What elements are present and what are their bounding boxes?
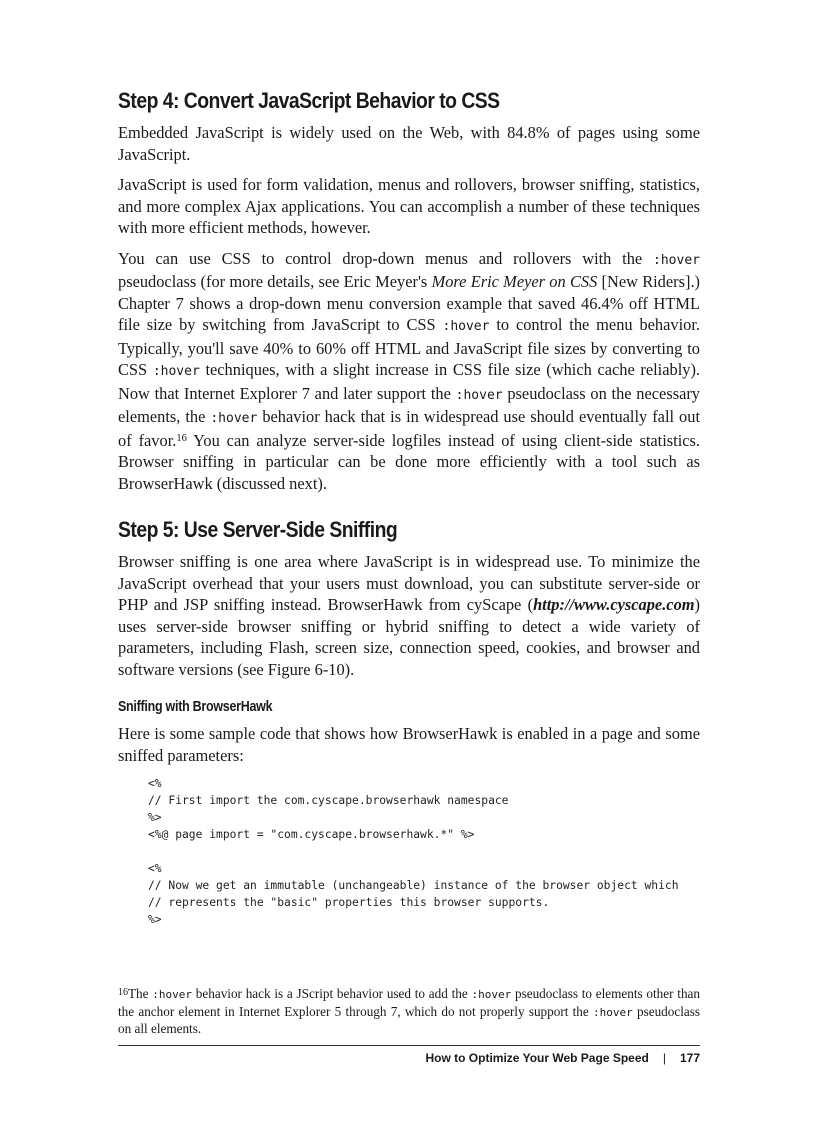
page-number: 177 [679,1051,700,1065]
footnote-ref[interactable]: 16 [176,432,187,444]
text: to control the menu behavior. Typically, you'll save 40% to 60% off HTML and JavaScript file sizes by converting to CSS [118,315,700,379]
running-footer [118,1048,700,1068]
text: You can use CSS to control drop-down menus and rollovers with the [118,248,654,268]
step4-paragraph-2: JavaScript is used for form validation, menus and rollovers, browser sniffing, statistics, and more complex Ajax applications. You can accomplish a number of these techniques with more efficient methods, however. [118,175,700,237]
code-hover: :hover [152,988,193,1001]
text: pseudoclass to elements other than the anchor element in Internet Explorer 5 through 7, which do not properly support the [118,986,700,1019]
step5-heading: Step 5: Use Server-Side Sniffing [118,517,398,542]
code-hover: :hover [471,988,512,1001]
step4-heading: Step 4: Convert JavaScript Behavior to CSS [118,88,500,113]
url-link[interactable]: http://www.cyscape.com [533,595,695,614]
footnote [118,985,700,1038]
step4-paragraph-3 [118,248,700,495]
footnote-number: 16 [118,987,128,998]
code-hover: :hover [442,319,490,334]
book-title: More Eric Meyer on CSS [431,272,598,291]
book-title-footer: How to Optimize Your Web Page Speed [425,1051,649,1065]
text: behavior hack is a JScript behavior used to add the [192,986,472,1001]
code-hover: :hover [152,364,200,379]
sniffing-heading: Sniffing with BrowserHawk [118,699,273,715]
text: techniques, with a slight increase in CSS file size (which cache reliably). Now that Internet Explorer 7 and later support the [118,360,701,403]
code-block-1: <% // First import the com.cyscape.browserhawk namespace %> <%@ page import = "com.cyscape.browserhawk.*" %> [148,777,509,841]
page-body [118,86,700,928]
footer-rule [118,1045,700,1046]
text: ) uses server-side browser sniffing or hybrid sniffing to detect a wide variety of parameters, including Flash, screen size, connection speed, cookies, and browser and software versions (see Figure 6-10). [118,595,700,679]
code-hover: :hover [653,252,700,268]
text: You can analyze server-side logfiles instead of using client-side statistics. Browser sniffing in particular can be done more efficiently with a tool such as BrowserHawk (discussed next). [118,430,700,493]
text: [New Riders].) Chapter 7 shows a drop-down menu conversion example that saved 46.4% off HTML file size by switching from JavaScript to CSS [118,272,701,334]
sniffing-intro: Here is some sample code that shows how BrowserHawk is enabled in a page and some sniffed parameters: [118,724,700,765]
code-hover: :hover [210,411,258,426]
text: pseudoclass on all elements. [118,1003,700,1036]
code-hover: :hover [593,1005,633,1019]
text: pseudoclass (for more details, see Eric Meyer's [118,272,432,291]
step4-paragraph-1: Embedded JavaScript is widely used on the Web, with 84.8% of pages using some JavaScript. [118,123,700,164]
text: Browser sniffing is one area where JavaScript is in widespread use. To minimize the JavaScript overhead that your users must download, you can substitute server-side or PHP and JSP sniffing instead. BrowserHawk from cyScape ( [118,552,700,614]
text: pseudoclass on the necessary elements, the [118,383,701,426]
text: behavior hack that is in widespread use should eventually fall out of favor. [118,407,700,450]
code-block-2: <% // Now we get an immutable (unchangeable) instance of the browser object which // represents the "basic" properties this browser supports. %> [148,862,679,926]
footer-separator: | [662,1051,666,1065]
step5-paragraph-1 [118,551,700,680]
code-hover: :hover [455,387,503,403]
text: The [128,986,153,1001]
